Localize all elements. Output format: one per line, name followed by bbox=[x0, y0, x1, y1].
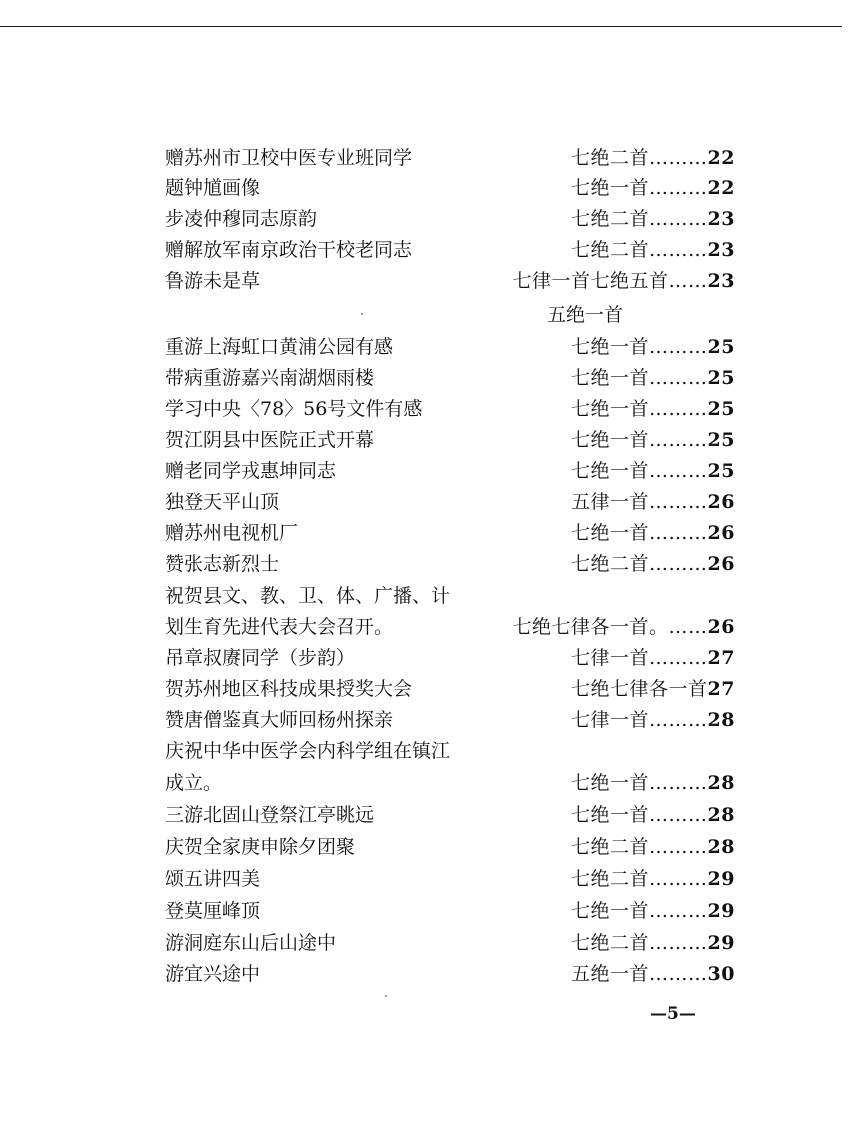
toc-entry-continuation bbox=[165, 300, 745, 330]
entry-title: 吊章叔赓同学（步韵） bbox=[165, 647, 356, 669]
entry-title: 赞张志新烈士 bbox=[165, 553, 280, 575]
entry-title: 祝贺县文、教、卫、体、广播、计 bbox=[165, 585, 451, 607]
entry-title: 登莫厘峰顶 bbox=[165, 900, 261, 922]
entry-title: 赞唐僧鉴真大师回杨州探亲 bbox=[165, 709, 394, 731]
toc-entry bbox=[165, 332, 745, 362]
entry-form-page: 七绝二首………28 bbox=[571, 836, 735, 858]
toc-entry bbox=[165, 768, 745, 798]
entry-form-page: 七律一首………27 bbox=[571, 647, 735, 669]
entry-form-page: 七绝一首………26 bbox=[571, 522, 735, 544]
entry-form-page: 七绝一首………25 bbox=[571, 429, 735, 451]
entry-title: 步凌仲穆同志原韵 bbox=[165, 208, 318, 230]
toc-entry bbox=[165, 425, 745, 455]
toc-entry bbox=[165, 864, 745, 894]
entry-title: 赠老同学戎惠坤同志 bbox=[165, 460, 337, 482]
entry-form-page: 七绝七律各一首。……26 bbox=[512, 616, 735, 638]
entry-form-page: 七绝一首………28 bbox=[571, 804, 735, 826]
entry-form-page: 七律一首………28 bbox=[571, 709, 735, 731]
toc-entry bbox=[165, 363, 745, 393]
entry-title: 赠苏州市卫校中医专业班同学 bbox=[165, 147, 413, 169]
entry-title: 赠解放军南京政治干校老同志 bbox=[165, 239, 413, 261]
entry-title: 赠苏州电视机厂 bbox=[165, 522, 299, 544]
entry-form-page: 七绝一首………22 bbox=[571, 177, 735, 199]
entry-form-page: 七绝一首………29 bbox=[571, 900, 735, 922]
toc-entry bbox=[165, 896, 745, 926]
toc-entry bbox=[165, 173, 745, 203]
entry-form-page: 七绝一首………28 bbox=[571, 772, 735, 794]
toc-entry bbox=[165, 800, 745, 830]
toc-entry bbox=[165, 394, 745, 424]
entry-title: 贺江阴县中医院正式开幕 bbox=[165, 429, 375, 451]
toc-entry bbox=[165, 456, 745, 486]
toc-entry bbox=[165, 518, 745, 548]
toc-entry bbox=[165, 235, 745, 265]
entry-title: 成立。 bbox=[165, 772, 223, 794]
entry-form-page: 七绝二首………29 bbox=[571, 932, 735, 954]
entry-title: 庆贺全家庚申除夕团聚 bbox=[165, 836, 356, 858]
toc-entry bbox=[165, 832, 745, 862]
toc-entry bbox=[165, 928, 745, 958]
entry-title: 游洞庭东山后山途中 bbox=[165, 932, 337, 954]
entry-title: 题钟馗画像 bbox=[165, 177, 261, 199]
toc-entry bbox=[165, 643, 745, 673]
entry-title: 游宜兴途中 bbox=[165, 963, 261, 985]
toc-entry bbox=[165, 705, 745, 735]
entry-title: 庆祝中华中医学会内科学组在镇江 bbox=[165, 740, 451, 762]
entry-form-page: 七绝二首………23 bbox=[571, 208, 735, 230]
toc-entry bbox=[165, 612, 745, 642]
entry-title: 学习中央〈78〉56号文件有感 bbox=[165, 398, 423, 420]
entry-title: 重游上海虹口黄浦公园有感 bbox=[165, 336, 394, 358]
toc-entry bbox=[165, 266, 745, 296]
entry-title: 三游北固山登祭江亭眺远 bbox=[165, 804, 375, 826]
toc-entry bbox=[165, 487, 745, 517]
entry-form-page: 七绝二首………23 bbox=[571, 239, 735, 261]
entry-title: 颂五讲四美 bbox=[165, 868, 261, 890]
entry-form-page: 七绝一首………25 bbox=[571, 460, 735, 482]
toc-entry bbox=[165, 204, 745, 234]
entry-title: 带病重游嘉兴南湖烟雨楼 bbox=[165, 367, 375, 389]
entry-form-page: 七绝一首………25 bbox=[571, 336, 735, 358]
toc-entry bbox=[165, 674, 745, 704]
entry-form-page: 七绝七律各一首27 bbox=[571, 678, 735, 700]
entry-form-page: 七绝二首………26 bbox=[571, 553, 735, 575]
entry-form-page: 七绝二首………29 bbox=[571, 868, 735, 890]
toc-entry bbox=[165, 581, 745, 611]
entry-form-page: 七绝一首………25 bbox=[571, 367, 735, 389]
entry-form-page: 五律一首………26 bbox=[571, 491, 735, 513]
toc-entry bbox=[165, 959, 745, 989]
entry-form-page: 七绝二首………22 bbox=[571, 147, 735, 169]
entry-form-page: 七绝一首………25 bbox=[571, 398, 735, 420]
entry-title: 划生育先进代表大会召开。 bbox=[165, 616, 394, 638]
entry-form-page: 五绝一首………30 bbox=[571, 963, 735, 985]
entry-title: 独登天平山顶 bbox=[165, 491, 280, 513]
entry-title: 鲁游未是草 bbox=[165, 270, 261, 292]
entry-form: 五绝一首 bbox=[547, 304, 624, 326]
entry-title: 贺苏州地区科技成果授奖大会 bbox=[165, 678, 413, 700]
scan-speck bbox=[385, 995, 387, 997]
toc-entry bbox=[165, 736, 745, 766]
entry-form-page: 七律一首七绝五首……23 bbox=[512, 270, 735, 292]
page-number: —5— bbox=[650, 1004, 696, 1024]
toc-entry bbox=[165, 143, 745, 173]
toc-entry bbox=[165, 549, 745, 579]
scan-speck bbox=[361, 313, 363, 315]
